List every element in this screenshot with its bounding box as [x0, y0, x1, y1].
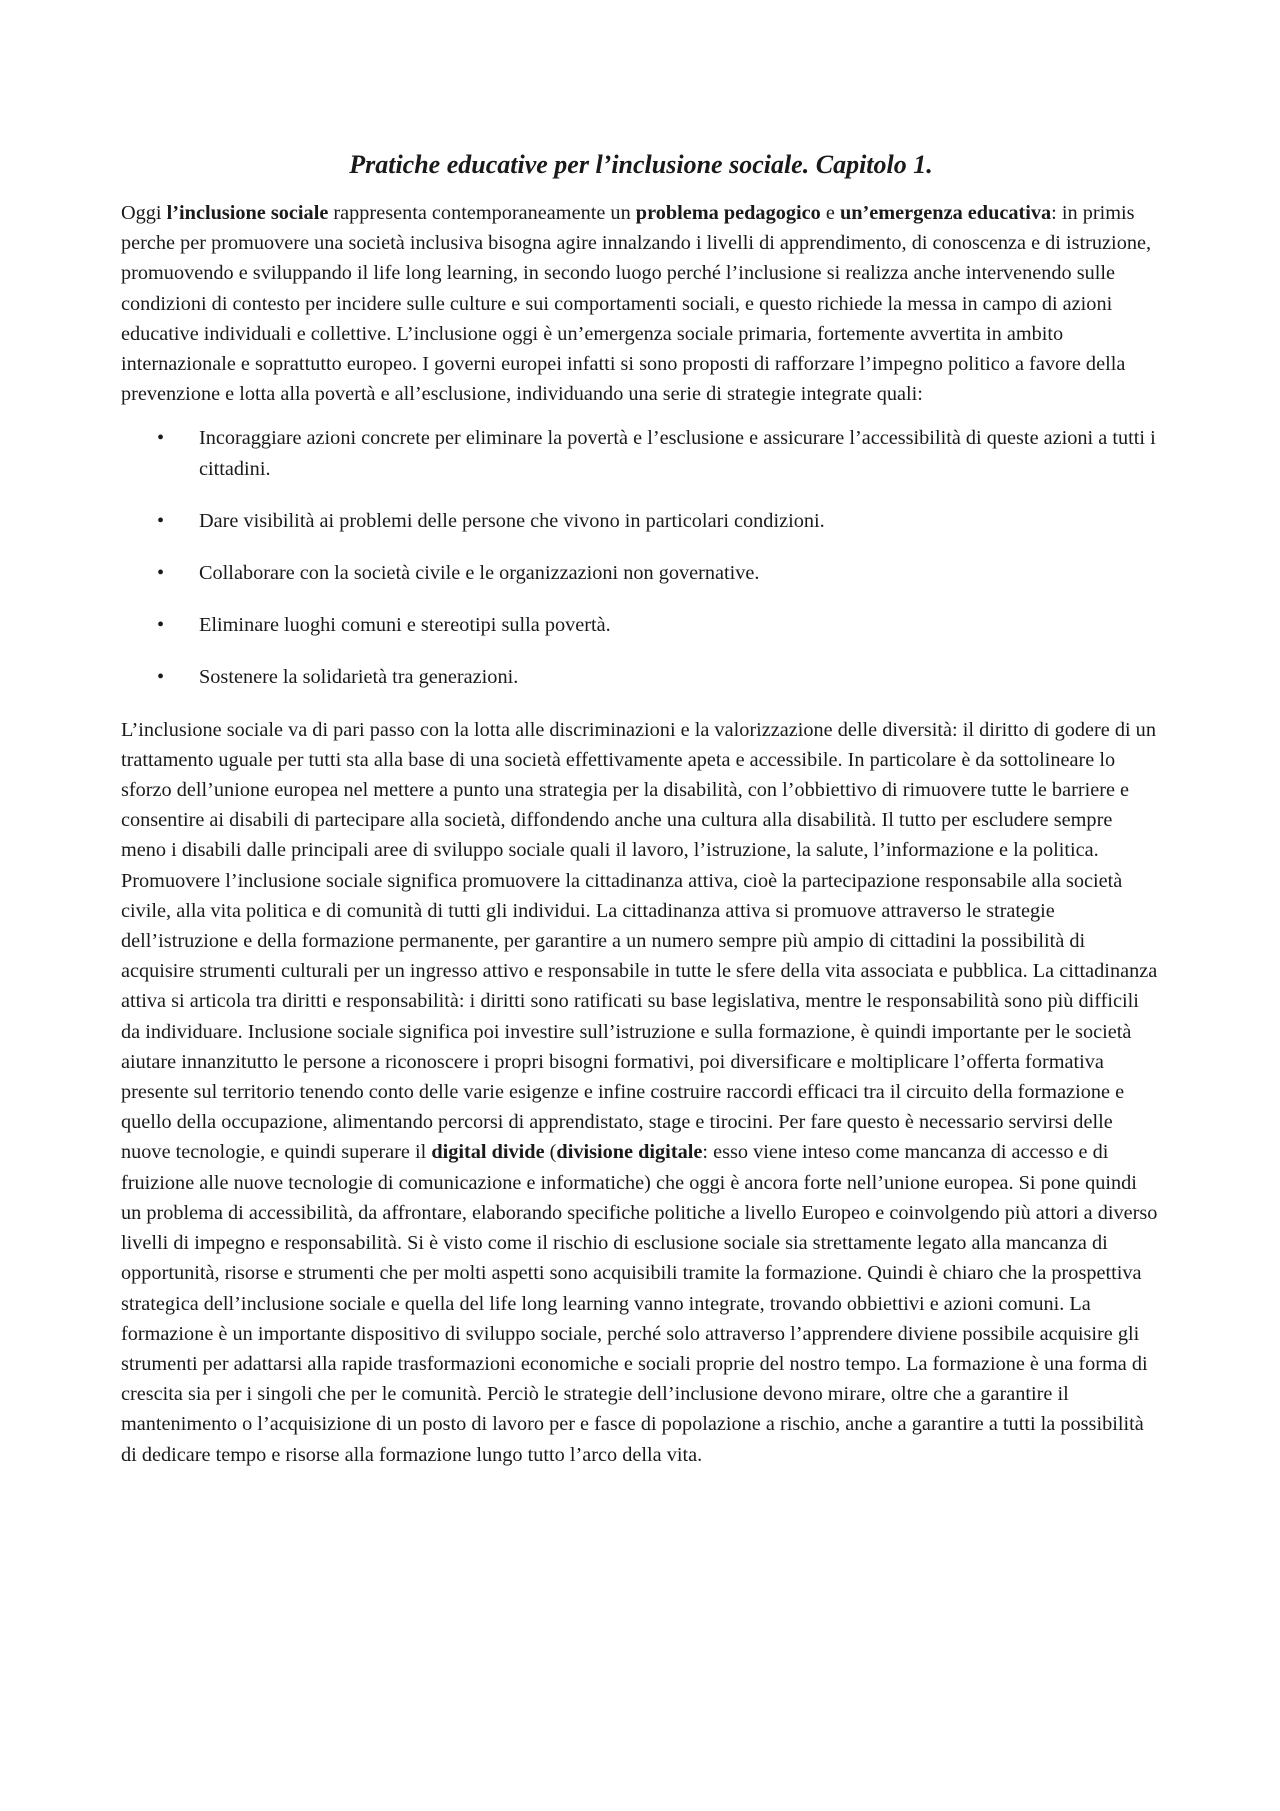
bullet-marker: •: [157, 562, 165, 585]
bullet-marker: •: [157, 509, 165, 532]
bullet-marker: •: [157, 614, 165, 637]
intro-text-3: e: [820, 202, 840, 224]
intro-text-2: rappresenta contemporaneamente un: [328, 202, 636, 224]
list-item-text: Incoraggiare azioni concrete per eliminare la povertà e l’esclusione e assicurare l’accessibilità di queste azioni a tutti i cittadini.: [199, 427, 1156, 480]
body-text-1: L’inclusione sociale va di pari passo con la lotta alle discriminazioni e la valorizzazione delle diversità: il diritto di godere di un trattamento uguale per tutti sta alla base di una società effettivamente apeta e accessibile. In particolare è da sottolineare lo sforzo dell’unione europea nel mettere a punto una strategia per la disabilità, con l’obbiettivo di rimuovere tutte le barriere e consentire ai disabili di partecipare alla società, diffondendo anche una cultura alla disabilità. Il tutto per escludere sempre meno i disabili dalle principali aree di sviluppo sociale quali il lavoro, l’istruzione, la salute, l’informazione e la politica. Promuovere l’inclusione sociale significa promuovere la cittadinanza attiva, cioè la partecipazione responsabile alla società civile, alla vita politica e di comunità di tutti gli individui. La cittadinanza attiva si promuove attraverso le strategie dell’istruzione e della formazione permanente, per garantire a un numero sempre più ampio di cittadini la possibilità di acquisire strumenti culturali per un ingresso attivo e responsabile in tutte le sfere della vita associata e pubblica. La cittadinanza attiva si articola tra diritti e responsabilità: i diritti sono ratificati su base legislativa, mentre le responsabilità sono più difficili da individuare. Inclusione sociale significa poi investire sull’istruzione e sulla formazione, è quindi importante per le società aiutare innanzitutto le persone a riconoscere i propri bisogni formativi, poi diversificare e moltiplicare l’offerta formativa presente sul territorio tenendo conto delle varie esigenze e infine costruire raccordi efficaci tra il circuito della formazione e quello della occupazione, alimentando percorsi di apprendistato, stage e tirocini. Per fare questo è necessario servirsi delle nuove tecnologie, e quindi superare il: [121, 718, 1158, 1164]
list-item-text: Collaborare con la società civile e le organizzazioni non governative.: [199, 562, 760, 585]
intro-paragraph: [121, 198, 1161, 409]
bullet-marker: •: [157, 666, 165, 689]
list-item: [121, 506, 1161, 536]
list-item-text: Sostenere la solidarietà tra generazioni.: [199, 666, 519, 689]
strategy-list: [121, 423, 1161, 692]
body-bold-divisione-digitale: divisione digitale: [556, 1141, 703, 1164]
body-text-2: (: [544, 1141, 557, 1164]
body-paragraph: [121, 715, 1161, 1470]
list-item: [121, 423, 1161, 483]
intro-bold-inclusione: l’inclusione sociale: [166, 202, 329, 224]
document-title: Pratiche educative per l’inclusione sociale. Capitolo 1.: [349, 150, 933, 179]
body-bold-digital-divide: digital divide: [431, 1141, 545, 1164]
intro-bold-problema: problema pedagogico: [635, 202, 821, 224]
list-item: [121, 662, 1161, 692]
list-item: [121, 610, 1161, 640]
list-item-text: Eliminare luoghi comuni e stereotipi sulla povertà.: [199, 614, 611, 637]
intro-text-4: : in primis perche per promuovere una società inclusiva bisogna agire innalzando i livelli di apprendimento, di conoscenza e di istruzione, promuovendo e sviluppando il life long learning, in secondo luogo perché l’inclusione si realizza anche intervenendo sulle condizioni di contesto per incidere sulle culture e sui comportamenti sociali, e questo richiede la messa in campo di azioni educative individuali e collettive. L’inclusione oggi è un’emergenza sociale primaria, fortemente avvertita in ambito internazionale e soprattutto europeo. I governi europei infatti si sono proposti di rafforzare l’impegno politico a favore della prevenzione e lotta alla povertà e all’esclusione, individuando una serie di strategie integrate quali:: [121, 202, 1152, 406]
intro-bold-emergenza: un’emergenza educativa: [839, 202, 1052, 224]
document-page: [121, 148, 1161, 1470]
body-text-3: : esso viene inteso come mancanza di accesso e di fruizione alle nuove tecnologie di comunicazione e informatiche) che oggi è ancora forte nell’unione europea. Si pone quindi un problema di accessibilità, da affrontare, elaborando specifiche politiche a livello Europeo e coinvolgendo più attori a diverso livelli di impegno e responsabilità. Si è visto come il rischio di esclusione sociale sia strettamente legato alla mancanza di opportunità, risorse e strumenti che per molti aspetti sono acquisibili tramite la formazione. Quindi è chiaro che la prospettiva strategica dell’inclusione sociale e quella del life long learning vanno integrate, trovando obbiettivi e azioni comuni. La formazione è un importante dispositivo di sviluppo sociale, perché solo attraverso l’apprendere diviene possibile acquisire gli strumenti per adattarsi alla rapide trasformazioni economiche e sociali proprie del nostro tempo. La formazione è una forma di crescita sia per i singoli che per le comunità. Perciò le strategie dell’inclusione devono mirare, oltre che a garantire il mantenimento o l’acquisizione di un posto di lavoro per e fasce di popolazione a rischio, anche a garantire a tutti la possibilità di dedicare tempo e risorse alla formazione lungo tutto l’arco della vita.: [121, 1141, 1158, 1466]
list-item: [121, 558, 1161, 588]
intro-text-1: Oggi: [121, 202, 167, 224]
bullet-marker: •: [157, 427, 165, 450]
list-item-text: Dare visibilità ai problemi delle persone che vivono in particolari condizioni.: [199, 509, 825, 532]
